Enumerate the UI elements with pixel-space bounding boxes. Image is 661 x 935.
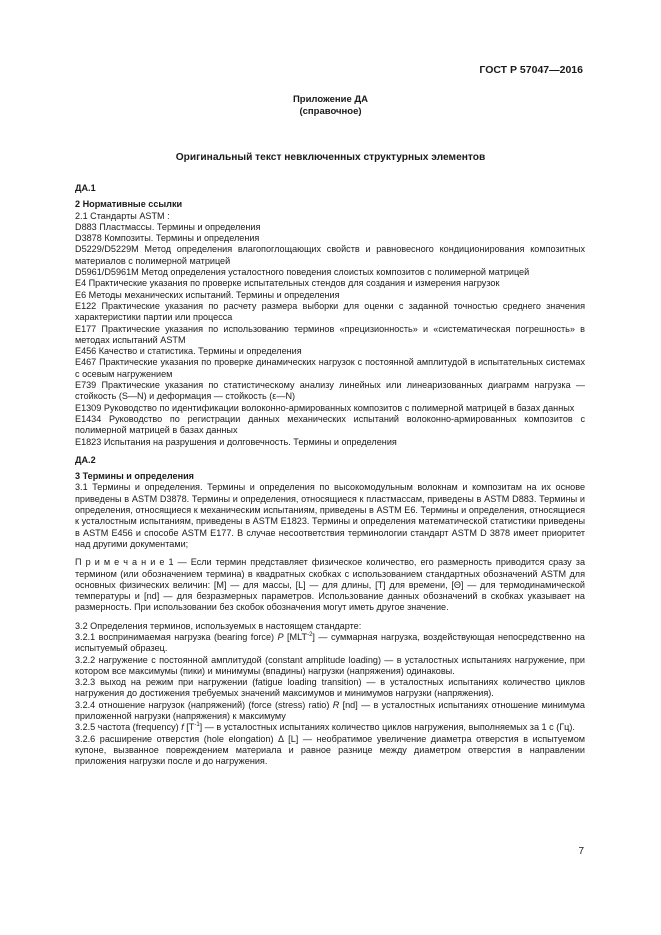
- reference-item: E739 Практические указания по статистическому анализу линейных или линеаризованных диаграмм нагрузка — стойкость (S—N) и деформация — стойкость (ε—N): [75, 380, 585, 402]
- reference-item: E1823 Испытания на разрушения и долговечность. Термины и определения: [75, 436, 397, 447]
- term-3-2-1: 3.2.1 воспринимаемая нагрузка (bearing force) P $[MLT^{-2}]$ — суммарная нагрузка, воздействующая непосредственно на испытуемый образец.: [75, 631, 585, 654]
- section-id-da1: ДА.1: [75, 183, 96, 193]
- paragraph-3-1: 3.1 Термины и определения. Термины и определения по высокомодульным волокнам и композитам на их основе приведены в ASTM D3878. Термины и определения, относящиеся к пластмассам, приведены в ASTM D883. Термины и определения, относящиеся к механическим испытаниям, приведены в ASTM E6. Термины и определения, относящиеся к усталостным испытаниям, приведены в ASTM E1823. Термины и определения математической статистики приведены в ASTM E456 и способе ASTM E177. В случае несоответствия терминологии стандарт ASTM D 3878 имеет приоритет над другими документами;: [75, 482, 585, 549]
- section-id-da2: ДА.2: [75, 454, 96, 465]
- reference-item: E1434 Руководство по регистрации данных механических испытаний волоконно-армированных композитов с полимерной матрицей в базах данных: [75, 413, 585, 436]
- reference-item: D3878 Композиты. Термины и определения: [75, 233, 260, 244]
- term-3-2-4: 3.2.4 отношение нагрузок (напряжений) (force (stress) ratio) R [nd] — в усталостных испытаниях отношение минимума приложенной нагрузки (напряжения) к максимуму: [75, 699, 585, 722]
- note-1: [75, 557, 585, 613]
- document-title: Оригинальный текст невключенных структурных элементов: [175, 152, 486, 163]
- term-3-2-3: 3.2.3 выход на режим при нагружении (fatigue loading transition) — в усталостных испытаниях количество циклов нагружения до достижения требуемых значений максимумов и минимумов нагрузки (напряжения).: [75, 677, 585, 699]
- note-text: — Если термин представляет физическое количество, его размерность приводится сразу за термином (или обозначением термина) в квадратных скобках с использованием стандартных обозначений ASTM для основных физических величин: [M] — для массы, [L] — для длины, [T] для времени, [Θ] — для термодинамической температуры и [nd] — для безразмерных параметров. Использование данных обозначений в скобках указывает на размерность. При использовании без скобок обозначения могут иметь другое значение.: [75, 557, 585, 613]
- standards-intro: 2.1 Стандарты ASTM :: [75, 210, 170, 221]
- reference-item: D883 Пластмассы. Термины и определения: [75, 221, 261, 232]
- reference-item: E1309 Руководство по идентификации волоконно-армированных композитов с полимерной матрицей в базах данных: [75, 402, 575, 413]
- reference-item: E122 Практические указания по расчету размера выборки для оценки с заданной точностью среднего значения характеристики партии или процесса: [75, 300, 585, 323]
- reference-item: E4 Практические указания по проверке испытательных стендов для создания и измерения нагрузок: [75, 278, 500, 289]
- reference-item: E177 Практические указания по использованию терминов «прецизионность» и «систематическая погрешность» в методах испытаний ASTM: [75, 323, 585, 345]
- annex-subtitle: (справочное): [299, 105, 362, 117]
- section-heading-references: 2 Нормативные ссылки: [75, 199, 183, 210]
- reference-item: D5961/D5961M Метод определения усталостного поведения слоистых композитов с полимерной матрицей: [75, 267, 530, 278]
- reference-item: D5229/D5229M Метод определения влагопоглощающих свойств и равновесного кондиционирования композитных материалов с полимерной матрицей: [75, 244, 585, 266]
- document-body: [75, 183, 585, 768]
- annex-heading: [0, 94, 661, 117]
- reference-item: E6 Методы механических испытаний. Термины и определения: [75, 289, 340, 300]
- term-3-2-5: 3.2.5 частота (frequency) f $[T^{-1}]$ — в усталостных испытаниях количество циклов нагружения, выполняемых за 1 с (Гц).: [75, 722, 575, 733]
- annex-title: Приложение ДА: [292, 94, 369, 105]
- page-number: 7: [578, 846, 584, 857]
- reference-list: [75, 222, 585, 448]
- standard-designation: ГОСТ Р 57047—2016: [479, 64, 583, 76]
- note-label: П р и м е ч а н и е 1: [75, 557, 174, 568]
- term-3-2-6: 3.2.6 расширение отверстия (hole elongation) Δ [L] — необратимое увеличение диаметра отверстия в испытуемом купоне, вызванное повреждением материала и равное разнице между диаметром отверстия в направлении приложения нагрузки после и до нагружения.: [75, 733, 585, 767]
- term-3-2-2: 3.2.2 нагружение с постоянной амплитудой (constant amplitude loading) — в усталостных испытаниях нагружение, при котором все максимумы (пики) и минимумы (впадины) нагрузки (напряжения) одинаковы.: [75, 654, 585, 676]
- paragraph-3-2: 3.2 Определения терминов, используемых в настоящем стандарте:: [75, 620, 362, 631]
- section-heading-terms: 3 Термины и определения: [75, 471, 194, 482]
- reference-item: E456 Качество и статистика. Термины и определения: [75, 346, 302, 357]
- reference-item: E467 Практические указания по проверке динамических нагрузок с постоянной амплитудой в испытательных системах с осевым нагружением: [75, 357, 585, 379]
